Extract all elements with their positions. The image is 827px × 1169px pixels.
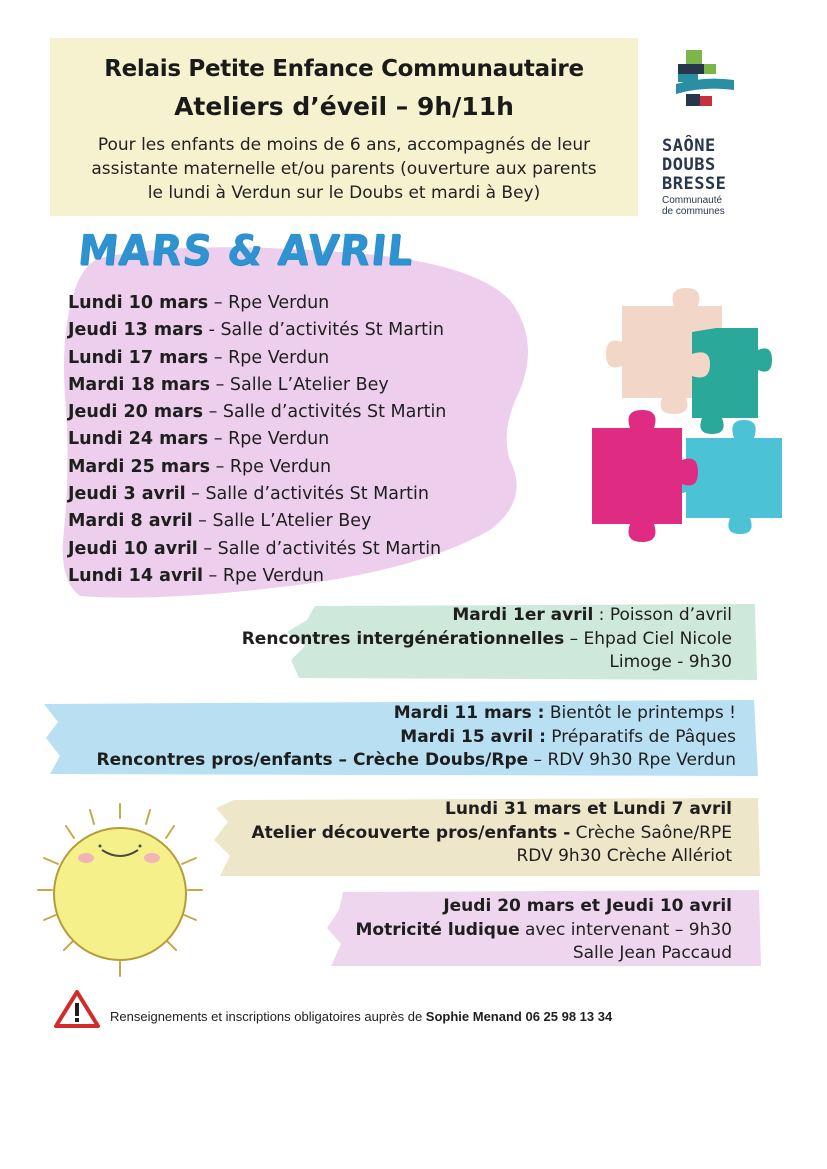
schedule-item: Jeudi 13 mars - Salle d’activités St Martin	[68, 320, 444, 341]
schedule-item: Lundi 14 avril – Rpe Verdun	[68, 565, 325, 586]
sun-illustration	[30, 798, 210, 988]
footer-text: Renseignements et inscriptions obligatoires auprès de	[110, 1009, 426, 1024]
warning-triangle-icon	[54, 989, 100, 1029]
header-description	[60, 133, 628, 205]
event-pink	[300, 895, 732, 966]
section-title: MARS & AVRIL	[75, 226, 417, 276]
page-title: Relais Petite Enfance Communautaire	[104, 56, 584, 82]
logo-line: SAÔNE	[662, 136, 716, 156]
event-blue	[50, 702, 736, 773]
event-line: Atelier découverte pros/enfants - Crèche Saône/RPE	[251, 822, 732, 843]
event-line: Mardi 15 avril : Préparatifs de Pâques	[400, 726, 736, 747]
schedule-item: Jeudi 3 avril – Salle d’activités St Martin	[68, 484, 429, 505]
schedule-item: Mardi 8 avril – Salle L’Atelier Bey	[68, 511, 372, 532]
event-line: RDV 9h30 Crèche Allériot	[516, 846, 732, 866]
event-line: Mardi 11 mars : Bientôt le printemps !	[393, 703, 736, 723]
schedule-item: Mardi 18 mars – Salle L’Atelier Bey	[68, 374, 389, 395]
event-line: Mardi 1er avril : Poisson d’avril	[452, 605, 732, 625]
schedule-list	[68, 290, 528, 590]
schedule-item: Lundi 10 mars – Rpe Verdun	[68, 293, 330, 313]
logo-caption-line: Communauté	[662, 195, 723, 206]
schedule-item: Mardi 25 mars – Rpe Verdun	[68, 456, 332, 477]
description-line: assistante maternelle et/ou parents (ouverture aux parents	[91, 159, 597, 179]
logo-caption-line: de communes	[662, 206, 725, 217]
logo-line: BRESSE	[662, 174, 727, 194]
description-line: le lundi à Verdun sur le Doubs et mardi à Bey)	[147, 183, 541, 203]
schedule-item: Lundi 17 mars – Rpe Verdun	[68, 347, 330, 368]
logo-caption	[662, 195, 752, 217]
event-line: Rencontres intergénérationnelles – Ehpad Ciel Nicole	[241, 628, 732, 649]
event-green	[180, 604, 732, 675]
schedule-item: Lundi 24 mars – Rpe Verdun	[68, 429, 330, 450]
footer-contact: Sophie Menand 06 25 98 13 34	[425, 1009, 613, 1024]
page-subtitle: Ateliers d’éveil – 9h/11h	[174, 92, 514, 121]
event-line: Motricité ludique avec intervenant – 9h30	[355, 919, 732, 940]
event-beige	[210, 798, 732, 869]
puzzle-pieces-illustration	[582, 288, 792, 618]
schedule-item: Jeudi 10 avril – Salle d’activités St Martin	[68, 538, 442, 559]
schedule-item: Jeudi 20 mars – Salle d’activités St Martin	[68, 402, 447, 423]
event-line: Jeudi 20 mars et Jeudi 10 avril	[443, 896, 732, 916]
logo-wordmark	[662, 137, 742, 194]
footer-info	[110, 1009, 612, 1024]
event-line: Salle Jean Paccaud	[572, 943, 732, 963]
event-line: Limoge - 9h30	[609, 652, 732, 672]
logo-line: DOUBS	[662, 155, 716, 175]
event-line: Rencontres pros/enfants – Crèche Doubs/Rpe – RDV 9h30 Rpe Verdun	[96, 750, 736, 770]
description-line: Pour les enfants de moins de 6 ans, accompagnés de leur	[97, 135, 591, 155]
event-line: Lundi 31 mars et Lundi 7 avril	[445, 799, 732, 819]
